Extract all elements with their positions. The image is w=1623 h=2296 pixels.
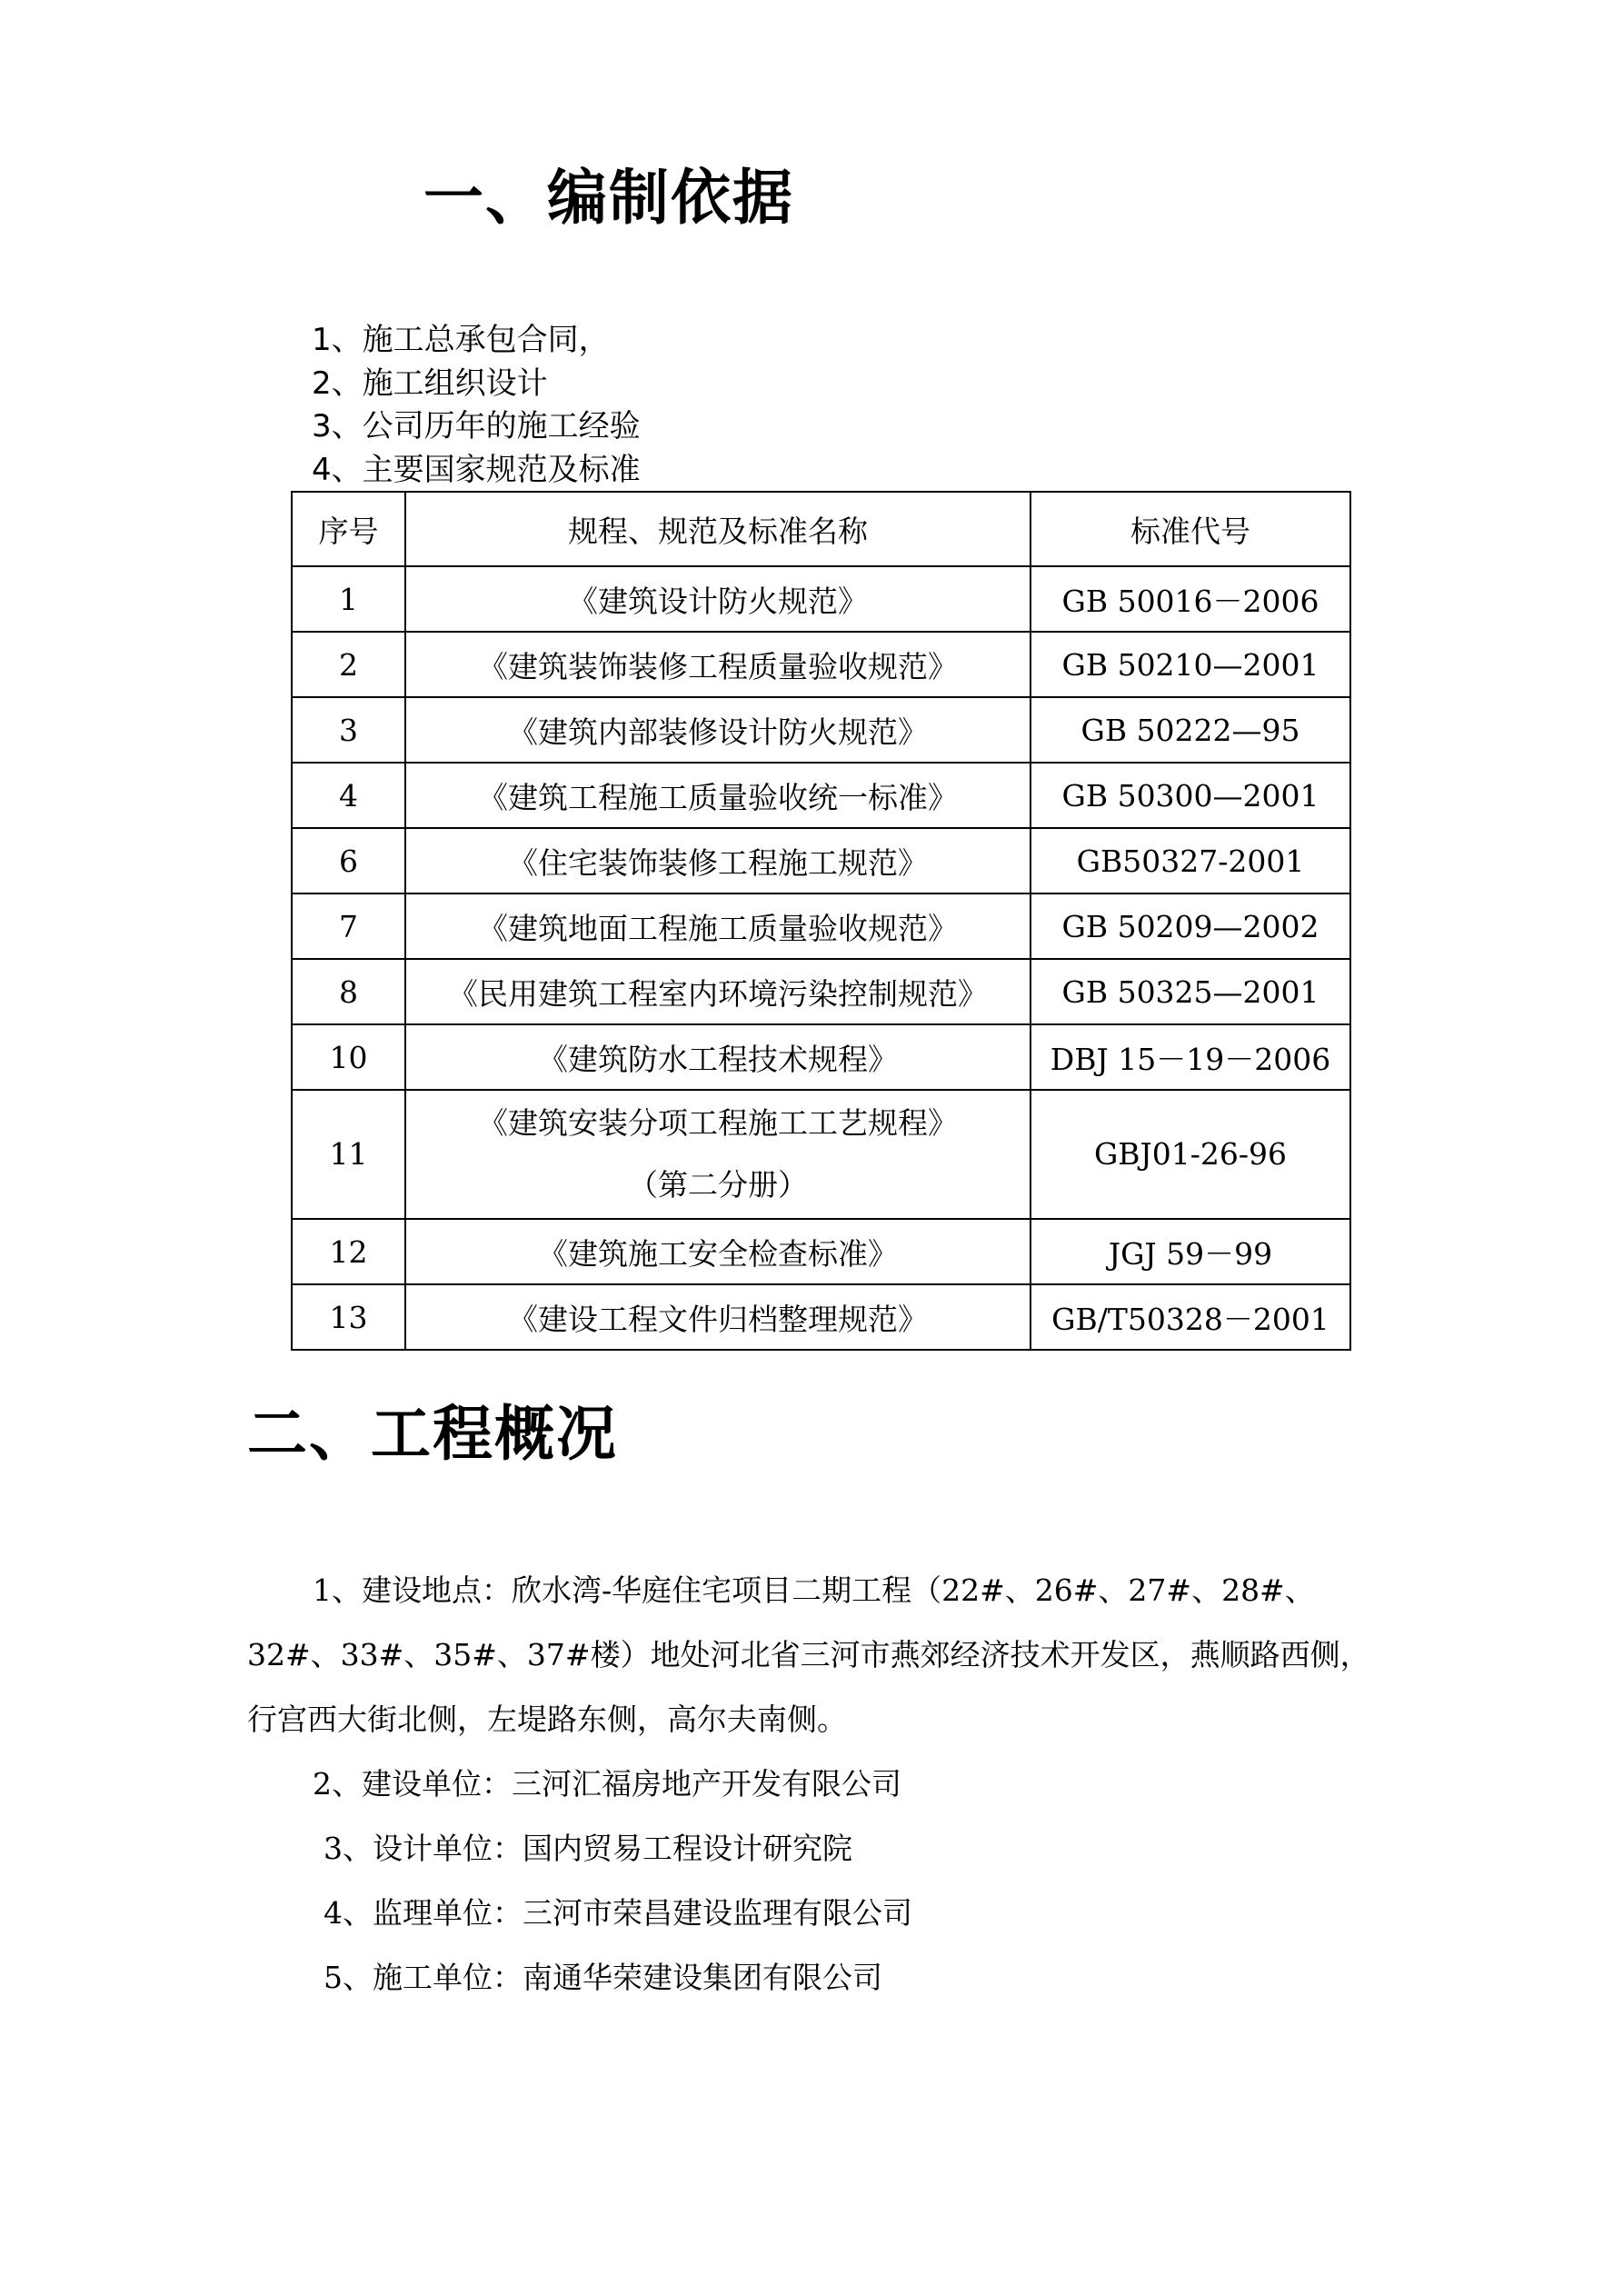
table-row xyxy=(292,697,1350,763)
standards-table xyxy=(291,491,1351,1351)
cell-no: 13 xyxy=(292,1284,405,1350)
cell-no: 3 xyxy=(292,697,405,763)
cell-name: 《建筑设计防火规范》 xyxy=(405,566,1031,632)
cell-name: 《建设工程文件归档整理规范》 xyxy=(405,1284,1031,1350)
basis-list xyxy=(312,319,641,492)
header-code: 标准代号 xyxy=(1031,492,1350,566)
table-row xyxy=(292,1284,1350,1350)
section-title-basis: 一、编制依据 xyxy=(423,163,794,233)
cell-name: 《建筑内部装修设计防火规范》 xyxy=(405,697,1031,763)
table-header-row xyxy=(292,492,1350,566)
cell-code: JGJ 59－99 xyxy=(1031,1219,1350,1284)
table-row xyxy=(292,763,1350,828)
cell-code: GB 50300—2001 xyxy=(1031,763,1350,828)
cell-code: GB/T50328－2001 xyxy=(1031,1284,1350,1350)
table-row xyxy=(292,828,1350,893)
cell-name: 《民用建筑工程室内环境污染控制规范》 xyxy=(405,959,1031,1024)
cell-no: 12 xyxy=(292,1219,405,1284)
table-row xyxy=(292,959,1350,1024)
cell-code: GB 50210—2001 xyxy=(1031,632,1350,697)
cell-no: 2 xyxy=(292,632,405,697)
overview-contractor: 5、施工单位：南通华荣建设集团有限公司 xyxy=(324,1960,882,1995)
cell-code: GB 50222—95 xyxy=(1031,697,1350,763)
cell-code: GB 50325—2001 xyxy=(1031,959,1350,1024)
list-item: 2、施工组织设计 xyxy=(312,364,548,402)
cell-no: 4 xyxy=(292,763,405,828)
header-name: 规程、规范及标准名称 xyxy=(405,492,1031,566)
cell-name: 《建筑装饰装修工程质量验收规范》 xyxy=(405,632,1031,697)
project-overview xyxy=(247,1558,1392,2010)
cell-name: 《建筑施工安全检查标准》 xyxy=(405,1219,1031,1284)
cell-code: GB 50016－2006 xyxy=(1031,566,1350,632)
table-row xyxy=(292,893,1350,959)
table-row xyxy=(292,632,1350,697)
cell-name: 《建筑地面工程施工质量验收规范》 xyxy=(405,893,1031,959)
cell-name: 《建筑工程施工质量验收统一标准》 xyxy=(405,763,1031,828)
table-row xyxy=(292,1090,1350,1219)
cell-no: 1 xyxy=(292,566,405,632)
list-item: 3、公司历年的施工经验 xyxy=(312,408,641,444)
cell-no: 6 xyxy=(292,828,405,893)
table-row xyxy=(292,1219,1350,1284)
cell-no: 10 xyxy=(292,1024,405,1090)
overview-supervisor: 4、监理单位：三河市荣昌建设监理有限公司 xyxy=(324,1895,912,1931)
list-item: 1、施工总承包合同， xyxy=(312,322,610,358)
cell-name xyxy=(405,1090,1031,1219)
section-title-overview: 二、工程概况 xyxy=(247,1399,618,1469)
overview-builder: 2、建设单位：三河汇福房地产开发有限公司 xyxy=(313,1766,901,1802)
cell-no: 11 xyxy=(292,1090,405,1219)
overview-location: 1、建设地点：欣水湾-华庭住宅项目二期工程（22#、26#、27#、28#、32#、33#、35#、37#楼）地处河北省三河市燕郊经济技术开发区，燕顺路西侧，行宫西大街北侧，左堤路东侧，高尔夫南侧。 xyxy=(247,1572,1370,1737)
overview-designer: 3、设计单位：国内贸易工程设计研究院 xyxy=(324,1831,852,1866)
cell-name-line1: 《建筑安装分项工程施工工艺规程》 xyxy=(478,1105,958,1141)
cell-name: 《建筑防水工程技术规程》 xyxy=(405,1024,1031,1090)
table-row xyxy=(292,1024,1350,1090)
list-item: 4、主要国家规范及标准 xyxy=(312,451,641,488)
cell-code: GB 50209—2002 xyxy=(1031,893,1350,959)
cell-no: 8 xyxy=(292,959,405,1024)
cell-code: GBJ01-26-96 xyxy=(1031,1090,1350,1219)
cell-name: 《住宅装饰装修工程施工规范》 xyxy=(405,828,1031,893)
cell-name-line2: （第二分册） xyxy=(628,1167,808,1203)
cell-code: GB50327-2001 xyxy=(1031,828,1350,893)
cell-no: 7 xyxy=(292,893,405,959)
table-row xyxy=(292,566,1350,632)
cell-code: DBJ 15－19－2006 xyxy=(1031,1024,1350,1090)
header-no: 序号 xyxy=(292,492,405,566)
